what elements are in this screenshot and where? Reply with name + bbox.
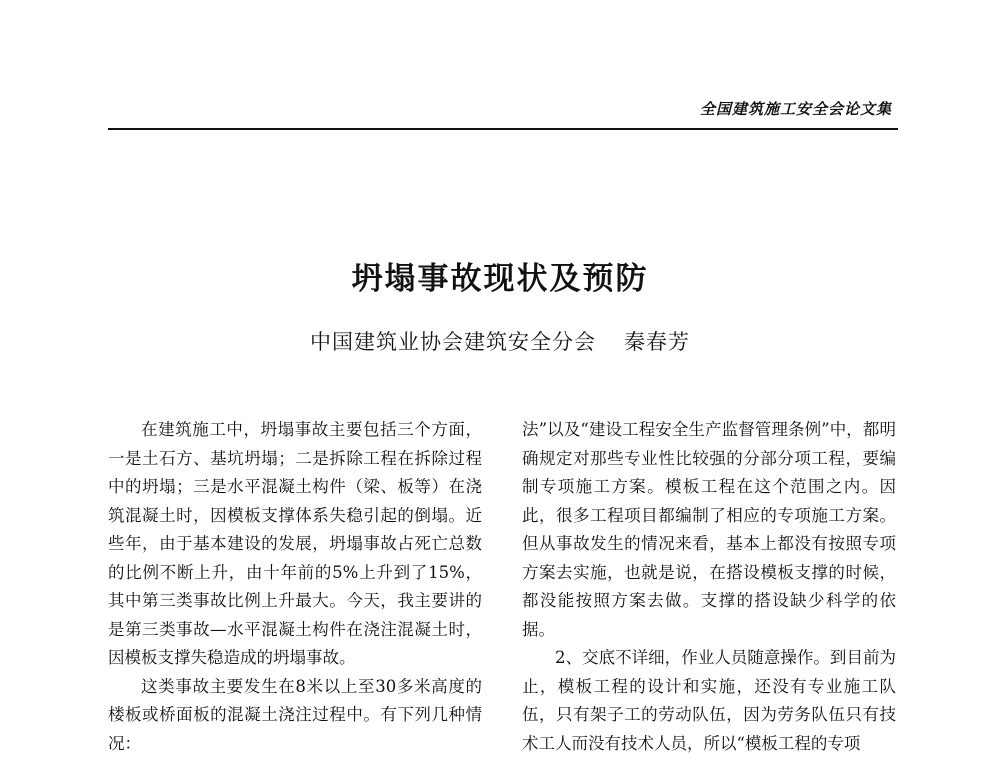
paragraph: 法”以及“建设工程安全生产监督管理条例”中，都明确规定对那些专业性比较强的分部分项工程，要编制专项施工方案。模板工程在这个范围之内。因此，很多工程项目都编制了相应的专项施工方案。但从事故发生的情况来看，基本上都没有按照专项方案去实施，也就是说，在搭设模板支撑的时候，都没能按照方案去做。支撑的搭设缺少科学的依据。 xyxy=(522,420,896,639)
author-name: 秦春芳 xyxy=(624,330,690,354)
left-column xyxy=(108,416,482,758)
paragraph: 2、交底不详细，作业人员随意操作。到目前为止，模板工程的设计和实施，还没有专业施工队伍，只有架子工的劳动队伍，因为劳务队伍只有技术工人而没有技术人员，所以“模板工程的专项 xyxy=(522,648,896,753)
article-title: 坍塌事故现状及预防 xyxy=(351,260,649,297)
right-column xyxy=(522,416,896,758)
running-title: 全国建筑施工安全会论文集 xyxy=(699,100,892,118)
author-affiliation: 中国建筑业协会建筑安全分会 xyxy=(310,330,596,354)
paragraph: 在建筑施工中，坍塌事故主要包括三个方面，一是土石方、基坑坍塌；二是拆除工程在拆除过程中的坍塌；三是水平混凝土构件（梁、板等）在浇筑混凝土时，因模板支撑体系失稳引起的倒塌。近些年，由于基本建设的发展，坍塌事故占死亡总数的比例不断上升，由十年前的5%上升到了15%，其中第三类事故比例上升最大。今天，我主要讲的是第三类事故—水平混凝土构件在浇注混凝土时，因模板支撑失稳造成的坍塌事故。 xyxy=(108,420,482,667)
header-rule xyxy=(108,128,898,130)
paragraph: 这类事故主要发生在8米以上至30多米高度的楼板或桥面板的混凝土浇注过程中。有下列几种情况： xyxy=(108,676,482,753)
byline xyxy=(0,326,1000,356)
